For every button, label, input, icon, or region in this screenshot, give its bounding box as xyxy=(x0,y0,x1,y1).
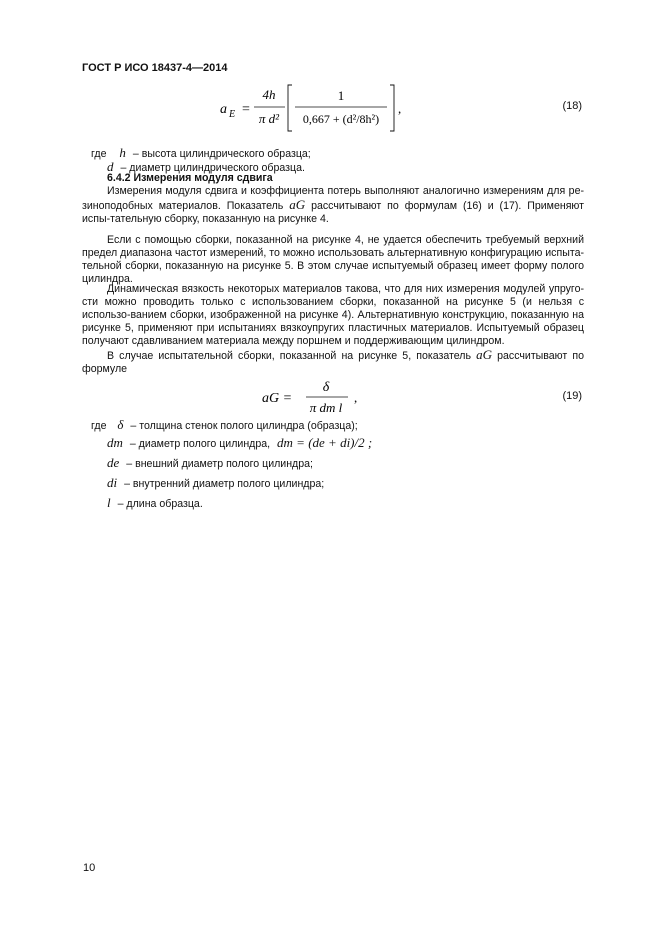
eq18-left-bracket xyxy=(288,85,292,131)
where-de-line xyxy=(107,456,313,471)
eq18-lhs-sub: E xyxy=(229,109,236,120)
equation-19-graphic xyxy=(262,378,392,418)
where-delta-line xyxy=(91,418,358,433)
p4-symbol: aG xyxy=(476,347,493,362)
p1-text-b: рассчитывают по формулам (16) и (17). Применяют испы-тательную сборку, показанную на рисунке 4. xyxy=(82,200,584,225)
paragraph-1 xyxy=(82,185,584,226)
dm-formula: dm = (de + di)/2 ; xyxy=(277,435,373,450)
dm-symbol: dm xyxy=(107,435,123,450)
equation-19 xyxy=(262,378,392,418)
p1-text-a: Измерения модуля сдвига и коэффициента потерь выполняют аналогично измерениям для ре-зиноподобных материалов. Показатель xyxy=(82,185,584,212)
page-number: 10 xyxy=(83,862,96,874)
h-definition: – высота цилиндрического образца; xyxy=(132,148,311,160)
where2-lead: где xyxy=(91,420,107,432)
delta-symbol: δ xyxy=(117,417,124,432)
eq18-den1: π d² xyxy=(258,111,280,126)
equation-18 xyxy=(210,80,410,136)
p4-text-a: В случае испытательной сборки, показанной на рисунке 5, показатель xyxy=(107,350,472,362)
where-di-line xyxy=(107,476,324,491)
section-heading: 6.4.2 Измерения модуля сдвига xyxy=(107,172,273,184)
where-h-line xyxy=(91,146,311,161)
delta-definition: – толщина стенок полого цилиндра (образца); xyxy=(130,420,358,432)
paragraph-3: Динамическая вязкость некоторых материалов такова, что для них измерения модулей упруго-сти можно проводить только с использованием сборки, показанной на рисунке 5 (и нельзя с использо-ванием сборки, изображенной на рисунке 4). Альтернативную конструкцию, показанную на рисунке 5, применяют при испытаниях вязкоупругих пластичных материалов. Испытуемый образец получают сдавливанием материала между поршнем и поддерживающим цилиндром. xyxy=(82,283,584,347)
eq19-trail: , xyxy=(354,390,358,405)
eq18-den2: 0,667 + (d²/8h²) xyxy=(302,112,380,126)
paragraph-4 xyxy=(82,348,584,376)
de-definition: – внешний диаметр полого цилиндра; xyxy=(126,458,313,470)
paragraph-2: Если с помощью сборки, показанной на рисунке 4, не удается обеспечить требуемый верхний предел диапазона частот измерений, то можно использовать альтернативную конфигурацию испыта-тельной сборки, показанную на рисунке 5. В этом случае испытуемый образец имеет форму полого цилиндра. xyxy=(82,234,584,285)
eq18-right-bracket xyxy=(390,85,394,131)
equation-18-number: (18) xyxy=(562,100,582,112)
document-header: ГОСТ Р ИСО 18437-4—2014 xyxy=(82,62,228,74)
d-definition: – диаметр цилиндрического образца. xyxy=(120,162,305,174)
di-symbol: di xyxy=(107,475,118,490)
eq18-num1: 4h xyxy=(262,87,276,102)
eq19-den: π dm l xyxy=(309,400,343,415)
dm-definition: – диаметр полого цилиндра, xyxy=(129,438,271,450)
equation-19-number: (19) xyxy=(562,390,582,402)
where-lead: где xyxy=(91,148,107,160)
d-symbol: d xyxy=(107,159,114,174)
eq18-trail: , xyxy=(398,101,402,116)
p1-symbol: aG xyxy=(289,197,306,212)
eq19-lhs: aG = xyxy=(262,391,293,406)
l-symbol: l xyxy=(107,495,111,510)
l-definition: – длина образца. xyxy=(117,498,203,510)
eq18-equals: = xyxy=(242,102,250,117)
where-l-line xyxy=(107,496,203,511)
eq18-num2: 1 xyxy=(337,88,345,103)
eq19-num: δ xyxy=(322,380,330,395)
p4-text-b: рассчитывают по формуле xyxy=(82,350,584,375)
eq18-lhs-var: a xyxy=(220,102,227,117)
where-dm-line xyxy=(107,436,372,451)
de-symbol: de xyxy=(107,455,120,470)
h-symbol: h xyxy=(119,145,126,160)
di-definition: – внутренний диаметр полого цилиндра; xyxy=(124,478,325,490)
equation-18-graphic xyxy=(210,80,410,136)
